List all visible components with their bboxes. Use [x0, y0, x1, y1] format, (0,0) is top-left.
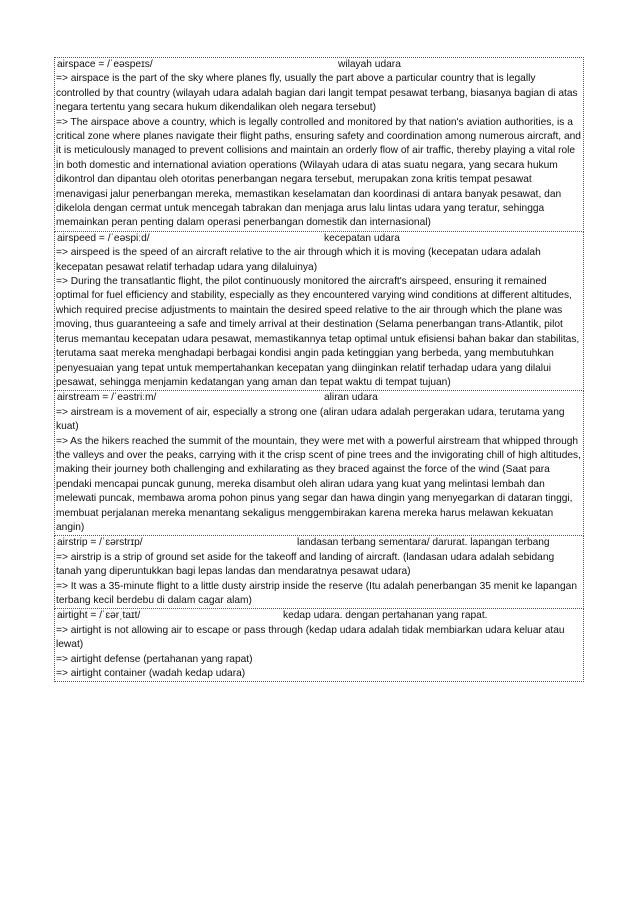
definition-line: => airspace is the part of the sky where planes fly, usually the part above a particular country that is legally controlled by that country (wilayah udara adalah bagian dari langit tempat pesawat terbang, biasanya bagian di atas negara tertentu yang secara hukum dikendalikan oleh negara tersebut) [56, 73, 578, 114]
definition-line: => airtight is not allowing air to escape or pass through (kedap udara adalah tidak membiarkan udara keluar atau lewat) [56, 624, 565, 651]
entry-airspace [54, 57, 584, 232]
entry-airstrip [54, 536, 584, 609]
headword: airspace = /ˈeəspeɪs/ [57, 59, 153, 70]
translation: kecepatan udara [324, 232, 400, 244]
translation: kedap udara. dengan pertahanan yang rapat. [283, 610, 488, 622]
entry-header [56, 391, 582, 405]
headword: airtight = /ˈɛərˌtaɪt/ [57, 610, 141, 622]
entry-airspeed [54, 232, 584, 391]
example-line: => airtight defense (pertahanan yang rapat) [56, 653, 253, 665]
definition-line: => airstrip is a strip of ground set aside for the takeoff and landing of aircraft. (landasan udara adalah sebidang tanah yang diperuntukkan bagi lepas landas dan mendaratnya pesawat udara) [56, 551, 555, 578]
definition-line: => airstream is a movement of air, especially a strong one (aliran udara adalah pergerakan udara, terutama yang kuat) [56, 406, 565, 433]
entry-airstream [54, 391, 584, 536]
translation: aliran udara [324, 392, 378, 404]
entry-header [56, 58, 582, 72]
headword: airstrip = /ˈɛərstrɪp/ [57, 537, 143, 549]
definition-line: => airspeed is the speed of an aircraft relative to the air through which it is moving (kecepatan udara adalah kecepatan pesawat relatif terhadap udara yang dilaluinya) [56, 247, 541, 273]
entry-header [56, 536, 582, 550]
example-line: => airtight container (wadah kedap udara) [56, 667, 246, 679]
entry-airtight [54, 609, 584, 682]
example-line: => It was a 35-minute flight to a little dusty airstrip inside the reserve (Itu adalah penerbangan 35 menit ke lapangan terbang kecil berdebu di dalam cagar alam) [56, 580, 578, 606]
example-line: => As the hikers reached the summit of the mountain, they were met with a powerful airstream that whipped through the valleys and over the peaks, carrying with it the crisp scent of pine trees and the invigorating chill of high altitudes, making their journey both challenging and exhilarating as they braced against the force of the wind (Saat para pendaki mencapai puncak gunung, mereka disambut oleh aliran udara yang kuat yang melintasi lembah dan melewati puncak, membawa aroma pohon pinus yang segar dan hawa dingin yang menyegarkan di dataran tinggi, membuat perjalanan mereka menantang sekaligus menggembirakan karena mereka harus melawan kekuatan angin) [56, 435, 581, 533]
translation: wilayah udara [338, 59, 401, 70]
entry-header [56, 232, 582, 246]
headword: airspeed = /ˈeəspiːd/ [57, 232, 150, 244]
vocabulary-list [54, 57, 584, 682]
headword: airstream = /ˈeəstriːm/ [57, 392, 157, 404]
example-line: => During the transatlantic flight, the pilot continuously monitored the aircraft's airspeed, ensuring it remained optimal for fuel efficiency and stability, especially as they encountered varying wind conditions at different altitudes, which required precise adjustments to maintain the desired speed relative to the air through which the plane was moving, thus guaranteeing a safe and timely arrival at their destination (Selama penerbangan trans-Atlantik, pilot terus memantau kecepatan udara pesawat, memastikannya tetap optimal untuk efisiensi bahan bakar dan stabilitas, terutama saat mereka menghadapi berbagai kondisi angin pada ketinggian yang berbeda, yang membutuhkan penyesuaian yang tepat untuk mempertahankan kecepatan yang diinginkan relatif terhadap udara yang dilalui pesawat, sehingga menjamin kedatangan yang aman dan tepat waktu di tempat tujuan) [56, 276, 580, 388]
example-line: => The airspace above a country, which is legally controlled and monitored by that nation's aviation authorities, is a critical zone where planes navigate their flight paths, ensuring safety and coordination among numerous aircraft, and it is meticulously managed to prevent collisions and maintain an orderly flow of air traffic, thereby playing a vital role in both domestic and international aviation operations (Wilayah udara di atas suatu negara, yang secara hukum dikontrol dan dipantau oleh otoritas penerbangan negara tersebut, merupakan zona kritis tempat pesawat menavigasi jalur penerbangan mereka, memastikan keselamatan dan koordinasi di antara banyak pesawat, dan dikelola dengan cermat untuk mencegah tabrakan dan menjaga arus lalu lintas udara yang teratur, sehingga memainkan peran penting dalam operasi penerbangan domestik dan internasional) [56, 116, 581, 229]
entry-header [56, 609, 582, 623]
translation: landasan terbang sementara/ darurat. lapangan terbang [297, 537, 550, 549]
